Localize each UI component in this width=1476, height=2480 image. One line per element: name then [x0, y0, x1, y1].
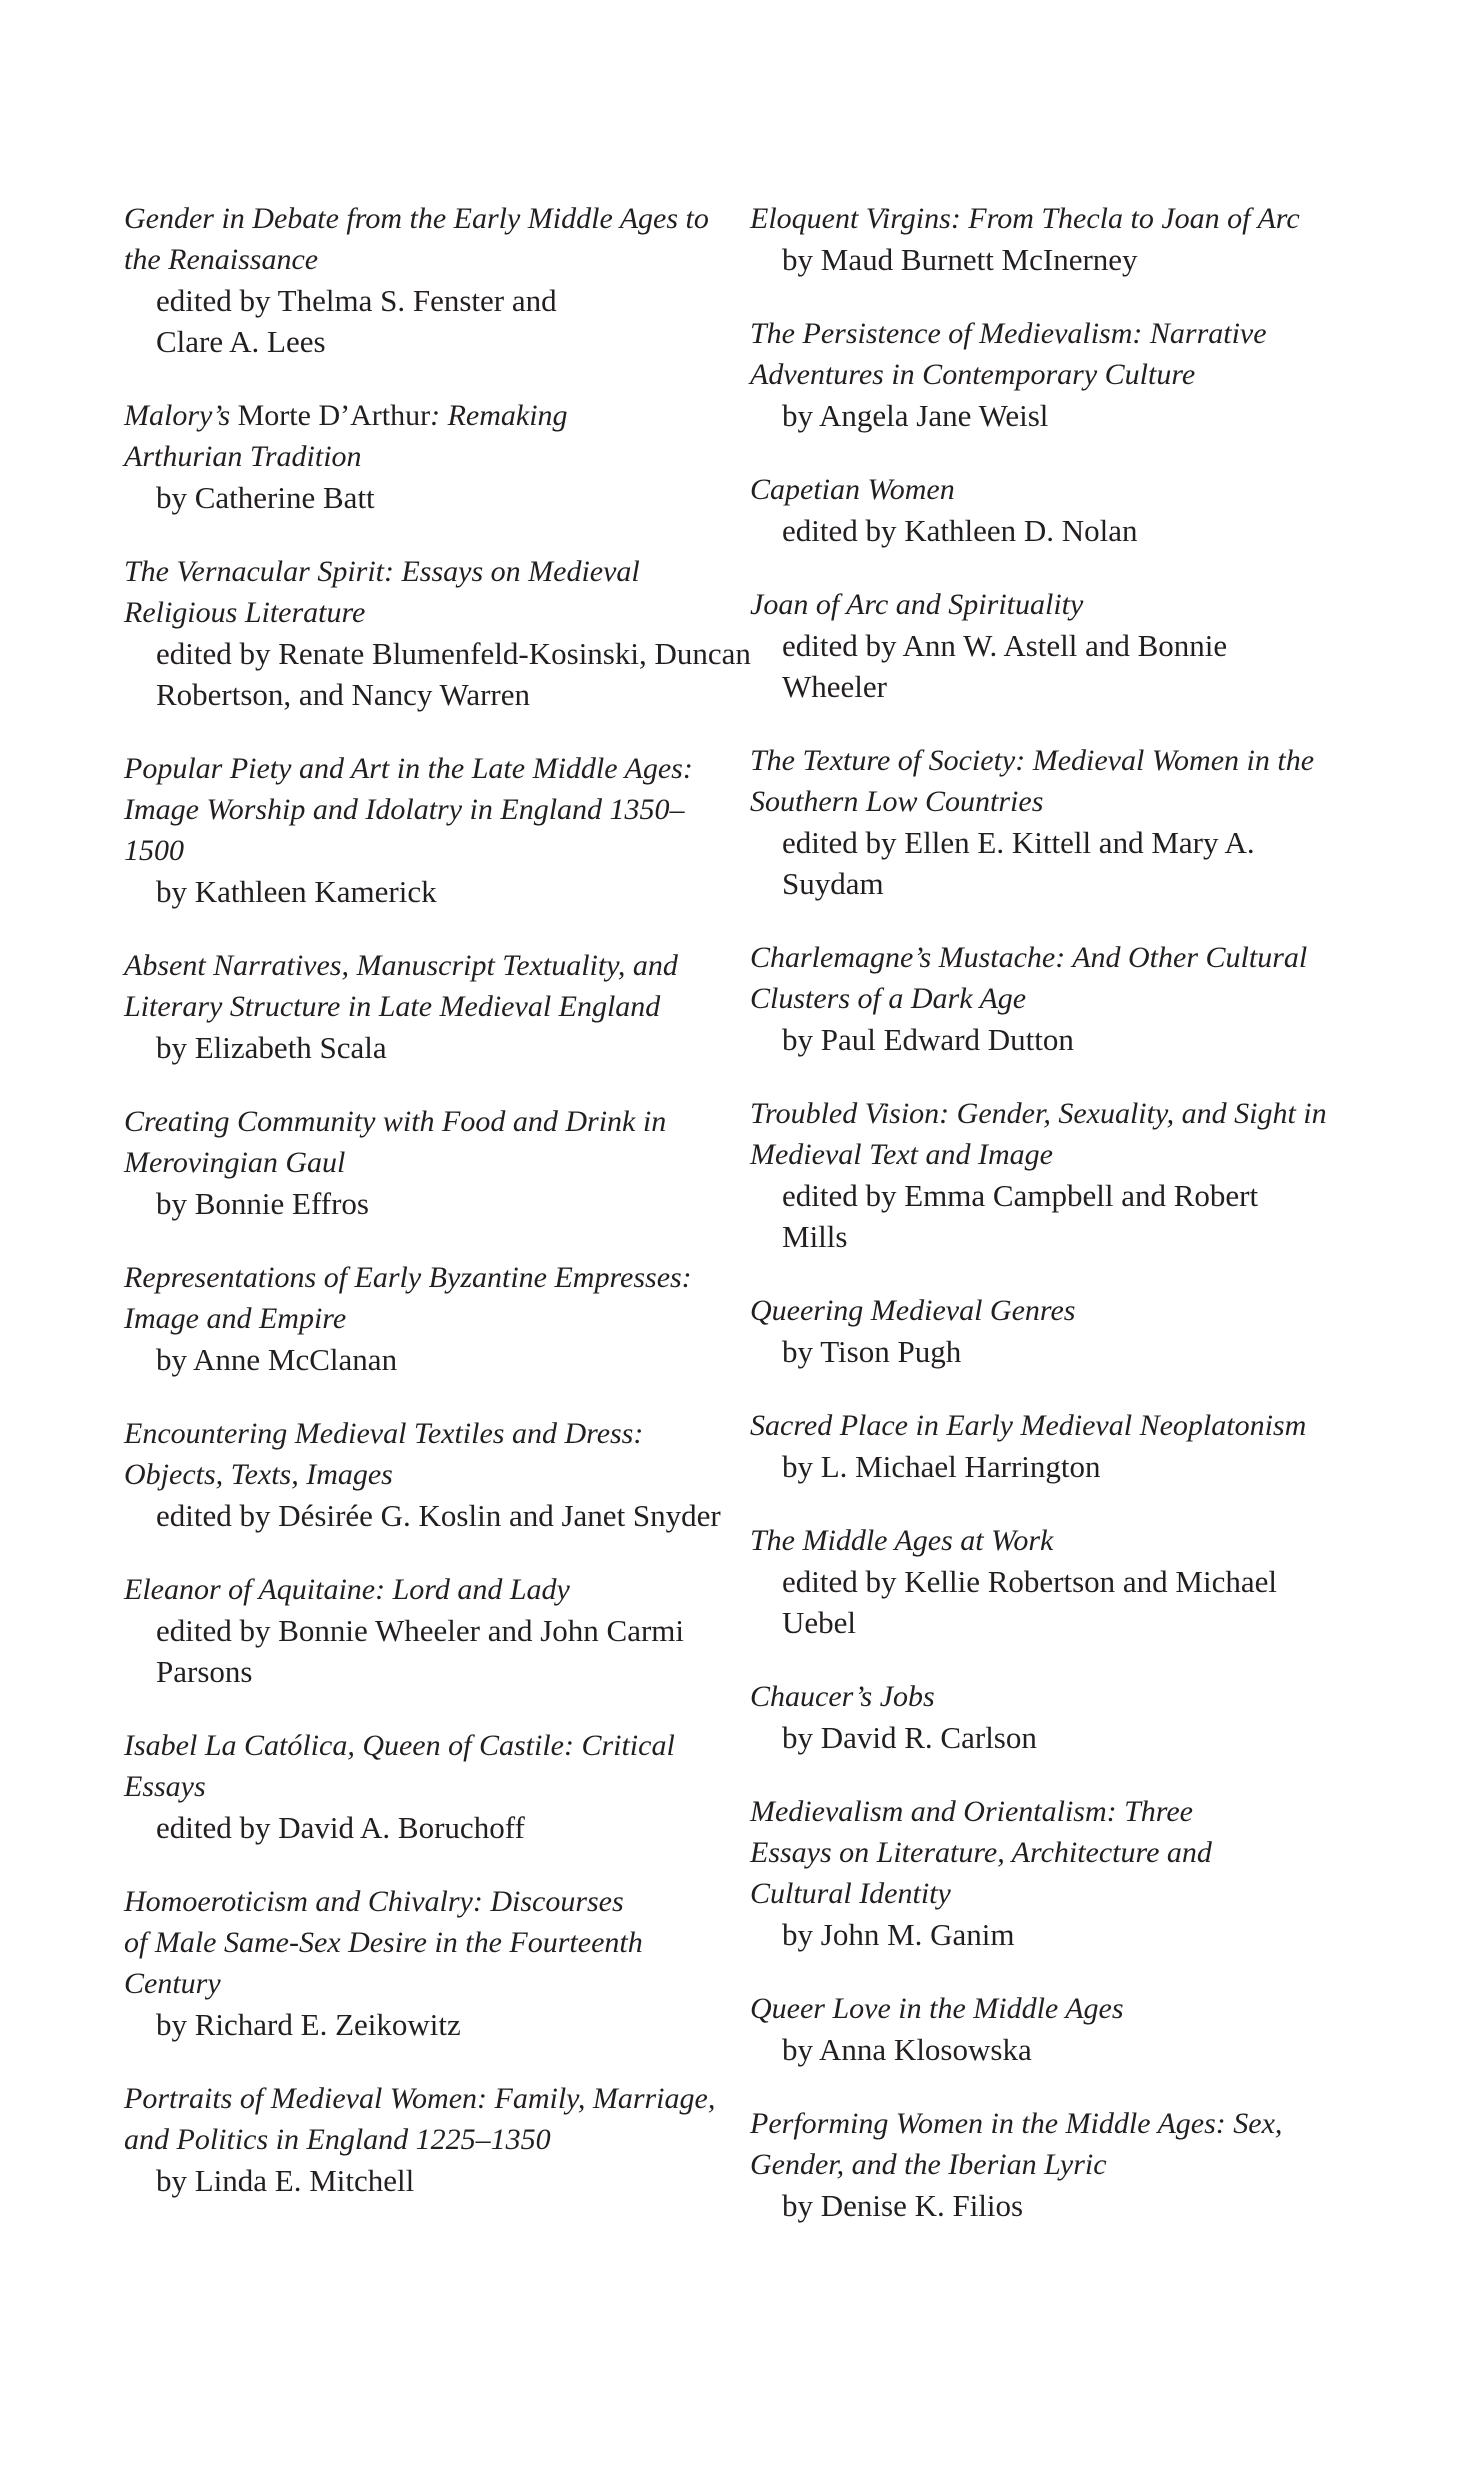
- book-credit: by Richard E. Zeikowitz: [156, 2007, 461, 2042]
- book-entry: [750, 937, 1390, 1060]
- book-entry: [124, 945, 724, 1068]
- book-title-part: Malory’s: [124, 399, 238, 432]
- book-credit: by Maud Burnett McInerney: [782, 242, 1138, 277]
- book-entry: [124, 1881, 724, 2045]
- book-credit: edited by Thelma S. Fenster and Clare A. Lees: [156, 283, 557, 359]
- book-entry: [124, 551, 751, 715]
- book-entry: [124, 1257, 724, 1380]
- book-title: Representations of Early Byzantine Empresses: Image and Empire: [124, 1261, 692, 1335]
- book-credit: by John M. Ganim: [782, 1917, 1015, 1952]
- book-credit: by Angela Jane Weisl: [782, 398, 1049, 433]
- book-entry: [124, 1569, 724, 1692]
- book-credit: by Bonnie Effros: [156, 1186, 369, 1221]
- book-entry: [124, 198, 724, 362]
- book-title: Queering Medieval Genres: [750, 1294, 1076, 1327]
- book-title: The Vernacular Spirit: Essays on Medieval Religious Literature: [124, 555, 640, 629]
- book-entry: [750, 740, 1390, 904]
- book-credit: by David R. Carlson: [782, 1720, 1037, 1755]
- book-title: The Persistence of Medievalism: Narrative Adventures in Contemporary Culture: [750, 317, 1267, 391]
- book-credit: by Anna Klosowska: [782, 2032, 1032, 2067]
- book-credit: by Paul Edward Dutton: [782, 1022, 1074, 1057]
- book-entry: [750, 1093, 1390, 1257]
- book-entry: [750, 1405, 1390, 1487]
- left-column: [124, 198, 751, 2201]
- book-title: Chaucer’s Jobs: [750, 1680, 935, 1713]
- book-entry: [124, 1413, 724, 1536]
- book-entry: [750, 313, 1390, 436]
- book-title: Isabel La Católica, Queen of Castile: Critical Essays: [124, 1729, 675, 1803]
- book-entry: [124, 1725, 724, 1848]
- book-entry: [750, 1290, 1390, 1372]
- book-entry: [124, 748, 724, 912]
- book-entry: [750, 1676, 1390, 1758]
- book-title: Sacred Place in Early Medieval Neoplatonism: [750, 1409, 1307, 1442]
- book-credit: by Linda E. Mitchell: [156, 2163, 415, 2198]
- book-credit: edited by Désirée G. Koslin and Janet Snyder: [156, 1498, 721, 1533]
- book-entry: [124, 1101, 724, 1224]
- book-title: Creating Community with Food and Drink in Merovingian Gaul: [124, 1105, 667, 1179]
- book-entry: [124, 395, 644, 518]
- book-title: Eleanor of Aquitaine: Lord and Lady: [124, 1573, 570, 1606]
- book-credit: by Tison Pugh: [782, 1334, 962, 1369]
- book-title-part: Morte D’Arthur: [237, 399, 431, 432]
- book-credit: edited by Emma Campbell and Robert Mills: [782, 1178, 1259, 1254]
- book-entry: [750, 198, 1390, 280]
- book-credit: by Catherine Batt: [156, 480, 375, 515]
- book-credit: edited by Bonnie Wheeler and John Carmi Parsons: [156, 1613, 685, 1689]
- book-credit: edited by Ellen E. Kittell and Mary A. Suydam: [782, 825, 1255, 901]
- book-title: Troubled Vision: Gender, Sexuality, and Sight in Medieval Text and Image: [750, 1097, 1327, 1171]
- book-title: Capetian Women: [750, 473, 955, 506]
- book-entry: [750, 1791, 1390, 1955]
- book-credit: edited by Kathleen D. Nolan: [782, 513, 1138, 548]
- book-title: Queer Love in the Middle Ages: [750, 1992, 1124, 2025]
- book-title: Popular Piety and Art in the Late Middle Ages: Image Worship and Idolatry in England 1350–1500: [124, 752, 693, 867]
- book-title: Homoeroticism and Chivalry: Discourses of Male Same-Sex Desire in the Fourteenth Century: [124, 1885, 643, 2000]
- book-title: Absent Narratives, Manuscript Textuality, and Literary Structure in Late Medieval England: [124, 949, 678, 1023]
- book-title: Gender in Debate from the Early Middle Ages to the Renaissance: [124, 202, 709, 276]
- book-title: Portraits of Medieval Women: Family, Marriage, and Politics in England 1225–1350: [124, 2082, 716, 2156]
- book-title: Encountering Medieval Textiles and Dress: Objects, Texts, Images: [124, 1417, 644, 1491]
- right-column: [750, 198, 1390, 2226]
- book-credit: by Denise K. Filios: [782, 2188, 1024, 2223]
- book-title-part: : Remaking Arthurian Tradition: [124, 399, 568, 473]
- book-credit: edited by Kellie Robertson and Michael Uebel: [782, 1564, 1278, 1640]
- book-credit: edited by David A. Boruchoff: [156, 1810, 525, 1845]
- book-credit: by L. Michael Harrington: [782, 1449, 1101, 1484]
- book-credit: by Anne McClanan: [156, 1342, 398, 1377]
- book-entry: [124, 2078, 724, 2201]
- book-title: Medievalism and Orientalism: Three Essays on Literature, Architecture and Cultural Identity: [750, 1795, 1212, 1910]
- book-entry: [750, 1520, 1390, 1643]
- book-title: [124, 395, 644, 477]
- book-title: The Texture of Society: Medieval Women in the Southern Low Countries: [750, 744, 1315, 818]
- book-entry: [750, 584, 1390, 707]
- book-credit: edited by Renate Blumenfeld-Kosinski, Duncan Robertson, and Nancy Warren: [156, 636, 751, 712]
- book-entry: [750, 2103, 1390, 2226]
- book-title: Eloquent Virgins: From Thecla to Joan of Arc: [750, 202, 1300, 235]
- book-title: Performing Women in the Middle Ages: Sex, Gender, and the Iberian Lyric: [750, 2107, 1283, 2181]
- book-credit: by Elizabeth Scala: [156, 1030, 387, 1065]
- book-title: The Middle Ages at Work: [750, 1524, 1054, 1557]
- book-entry: [750, 1988, 1390, 2070]
- book-title: Joan of Arc and Spirituality: [750, 588, 1084, 621]
- book-credit: by Kathleen Kamerick: [156, 874, 437, 909]
- book-credit: edited by Ann W. Astell and Bonnie Wheeler: [782, 628, 1228, 704]
- book-entry: [750, 469, 1390, 551]
- book-title: Charlemagne’s Mustache: And Other Cultural Clusters of a Dark Age: [750, 941, 1308, 1015]
